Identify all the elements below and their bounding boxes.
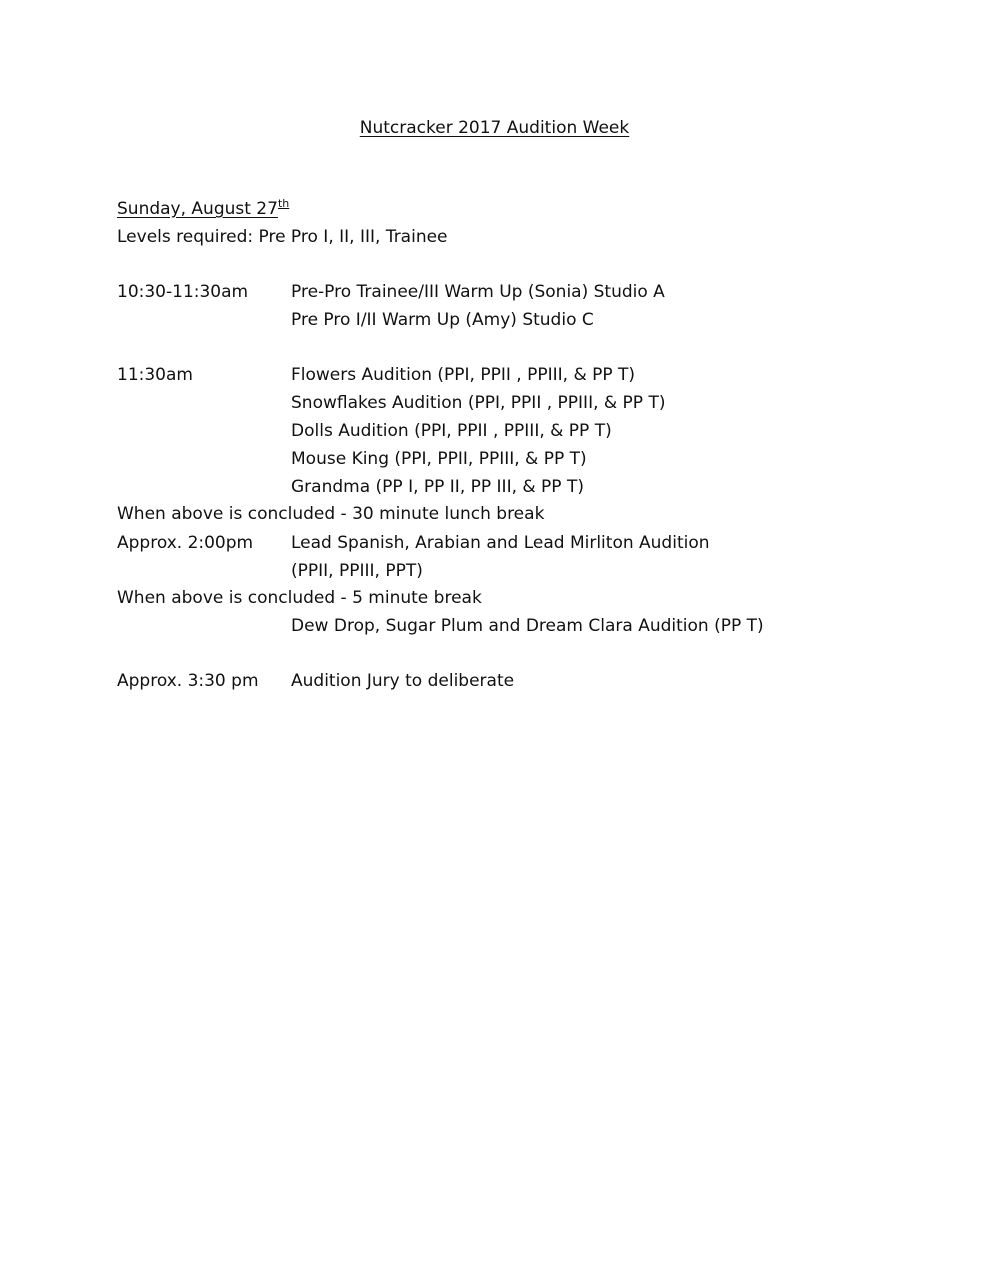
lunch-break-note: When above is concluded - 30 minute lunch break (117, 504, 545, 524)
document-title: Nutcracker 2017 Audition Week (359, 118, 630, 138)
schedule-item: Mouse King (PPI, PPII, PPIII, & PP T) (291, 449, 587, 469)
day-heading (117, 196, 289, 222)
schedule-item: Lead Spanish, Arabian and Lead Mirliton Audition (291, 533, 710, 553)
schedule-time-auditions: 11:30am (117, 365, 193, 385)
schedule-item: Pre Pro I/II Warm Up (Amy) Studio C (291, 310, 594, 330)
schedule-time-2pm: Approx. 2:00pm (117, 533, 254, 553)
schedule-item: Dew Drop, Sugar Plum and Dream Clara Audition (PP T) (291, 616, 764, 636)
levels-required: Levels required: Pre Pro I, II, III, Trainee (117, 227, 448, 247)
schedule-time-330pm: Approx. 3:30 pm (117, 671, 259, 691)
schedule-item: Pre-Pro Trainee/III Warm Up (Sonia) Studio A (291, 282, 665, 302)
schedule-time-warmup: 10:30-11:30am (117, 282, 249, 302)
schedule-item: Flowers Audition (PPI, PPII , PPIII, & PP T) (291, 365, 636, 385)
schedule-item: Grandma (PP I, PP II, PP III, & PP T) (291, 477, 584, 497)
day-date-suffix: th (277, 197, 290, 210)
schedule-item: Snowflakes Audition (PPI, PPII , PPIII, & PP T) (291, 393, 666, 413)
day-date: Sunday, August 27 (117, 199, 278, 219)
schedule-item: Audition Jury to deliberate (291, 671, 515, 691)
schedule-item: (PPII, PPIII, PPT) (291, 561, 423, 581)
short-break-note: When above is concluded - 5 minute break (117, 588, 482, 608)
schedule-item: Dolls Audition (PPI, PPII , PPIII, & PP T) (291, 421, 612, 441)
